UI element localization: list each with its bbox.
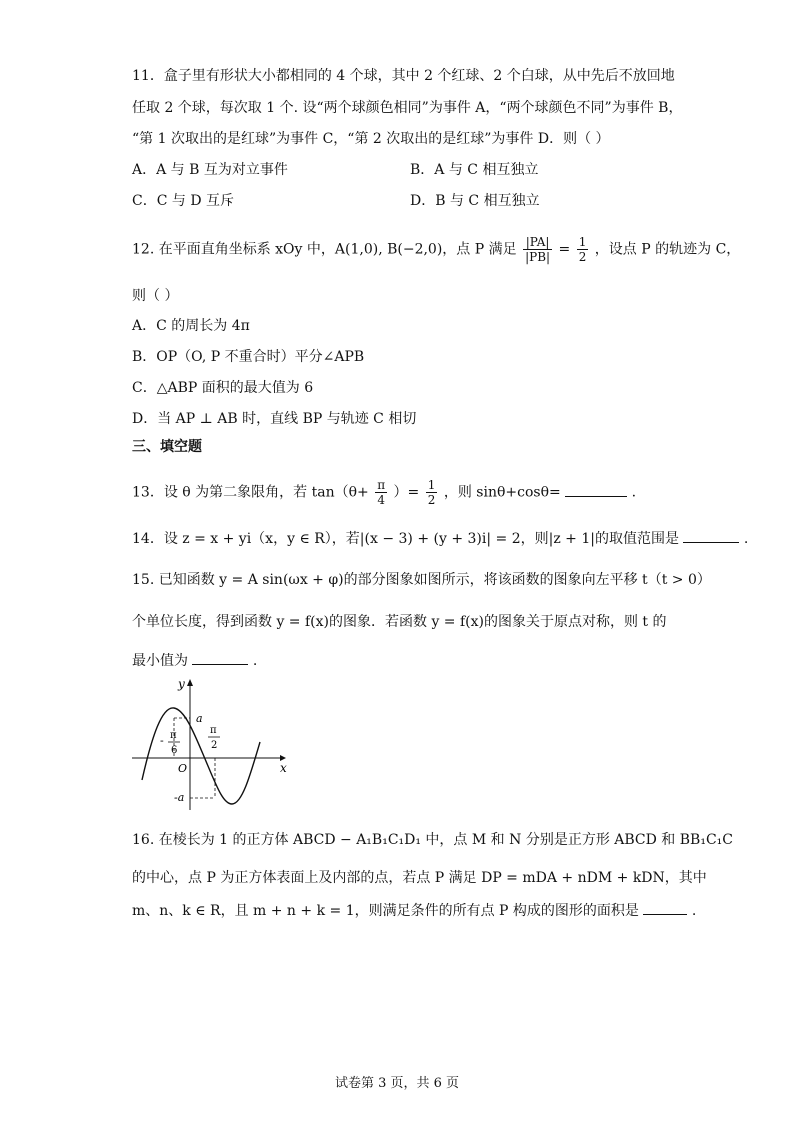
q15-line3-text: 最小值为 [132,653,188,669]
q16-line2: 的中心，点 P 为正方体表面上及内部的点，若点 P 满足 DP = mDA + nDM + kDN，其中 [132,870,707,886]
q16-line1: 16. 在棱长为 1 的正方体 ABCD − A₁B₁C₁D₁ 中，点 M 和 N 分别是正方形 ABCD 和 BB₁C₁C [132,832,733,848]
q13-half-fraction [426,478,438,507]
q12-option-d: D．当 AP ⊥ AB 时，直线 BP 与轨迹 C 相切 [132,411,417,427]
q11-line1: 11．盒子里有形状大小都相同的 4 个球，其中 2 个红球、2 个白球，从中先后不放回地 [132,68,675,84]
q11-option-c: C．C 与 D 互斥 [132,193,234,209]
q14-line [132,528,748,549]
q12-line1-pre: 12. 在平面直角坐标系 xOy 中，A(1,0), B(−2,0)，点 P 满足 [132,241,517,258]
q15-end: . [252,653,258,669]
q13-half-numerator: 1 [427,478,436,492]
y-axis-arrow [187,679,193,686]
right-denominator: 2 [211,740,218,751]
neg-sign-label: - [160,734,164,747]
q11-option-a: A．A 与 B 互为对立事件 [132,162,288,178]
page-footer: 试卷第 3 页，共 6 页 [334,1076,460,1091]
q12-half-numerator: 1 [578,235,587,249]
sine-graph [128,676,298,816]
q11-option-b: B．A 与 C 相互独立 [410,162,539,178]
q13-mid: ）= [393,484,420,501]
q13-pi-fraction [375,478,387,507]
q12-half-denominator: 2 [578,250,587,264]
q14-text: 14．设 z = x + yi（x，y ∈ R），若|(x − 3) + (y + 3)i| = 2，则|z + 1|的取值范围是 [132,531,679,547]
q12-line1-post: ，设点 P 的轨迹为 C， [594,241,741,258]
left-denominator: 6 [171,745,178,756]
q16-end: . [691,903,697,919]
y-axis-label: y [178,677,185,691]
q12-option-c: C．△ABP 面积的最大值为 6 [132,380,314,396]
q13-pre: 13．设 θ 为第二象限角，若 tan（θ+ [132,484,369,501]
q15-line3 [132,650,257,671]
q11-line2: 任取 2 个球，每次取 1 个. 设“两个球颜色相同”为事件 A，“两个球颜色不同”为事件 B， [132,100,683,116]
q13-end: . [631,484,637,501]
q15-line2: 个单位长度，得到函数 y = f(x)的图象．若函数 y = f(x)的图象关于原点对称，则 t 的 [132,614,667,630]
q12-line1 [132,235,740,264]
q11-line3: “第 1 次取出的是红球”为事件 C，“第 2 次取出的是红球”为事件 D．则（ ） [132,131,610,147]
q12-option-a: A．C 的周长为 4π [132,318,250,334]
x-axis-label: x [280,761,287,775]
right-pi-numerator: π [210,725,217,736]
q13-line [132,478,636,507]
q13-half-denominator: 2 [427,493,436,507]
q14-answer-blank[interactable] [683,528,739,543]
q16-line3-text: m、n、k ∈ R，且 m + n + k = 1，则满足条件的所有点 P 构成的图形的面积是 [132,903,639,919]
q13-pi-numerator: π [377,478,386,492]
q12-half-fraction [577,235,589,264]
left-pi-numerator: π [170,730,177,741]
q12-ratio-numerator: |PA| [523,235,552,250]
q12-ratio-fraction [523,235,552,264]
q12-option-b: B．OP（O, P 不重合时）平分∠APB [132,349,365,365]
q11-option-d: D．B 与 C 相互独立 [410,193,540,209]
neg-a-label: -a [174,791,185,804]
q12-line2: 则（ ） [132,288,179,304]
q13-pi-denominator: 4 [377,493,385,507]
q13-post: ，则 sinθ+cosθ= [443,484,561,501]
q12-equals: = [558,241,571,258]
section-heading: 三、填空题 [132,439,202,455]
a-label: a [196,712,203,725]
q15-answer-blank[interactable] [192,650,248,665]
origin-label: O [178,762,188,775]
q16-answer-blank[interactable] [643,900,687,915]
q14-end: . [743,531,749,547]
q13-answer-blank[interactable] [565,482,627,497]
q16-line3 [132,900,696,921]
q12-ratio-denominator: |PB| [525,250,551,264]
q15-line1: 15. 已知函数 y = A sin(ωx + φ)的部分图象如图所示，将该函数的图象向左平移 t（t > 0） [132,572,711,588]
